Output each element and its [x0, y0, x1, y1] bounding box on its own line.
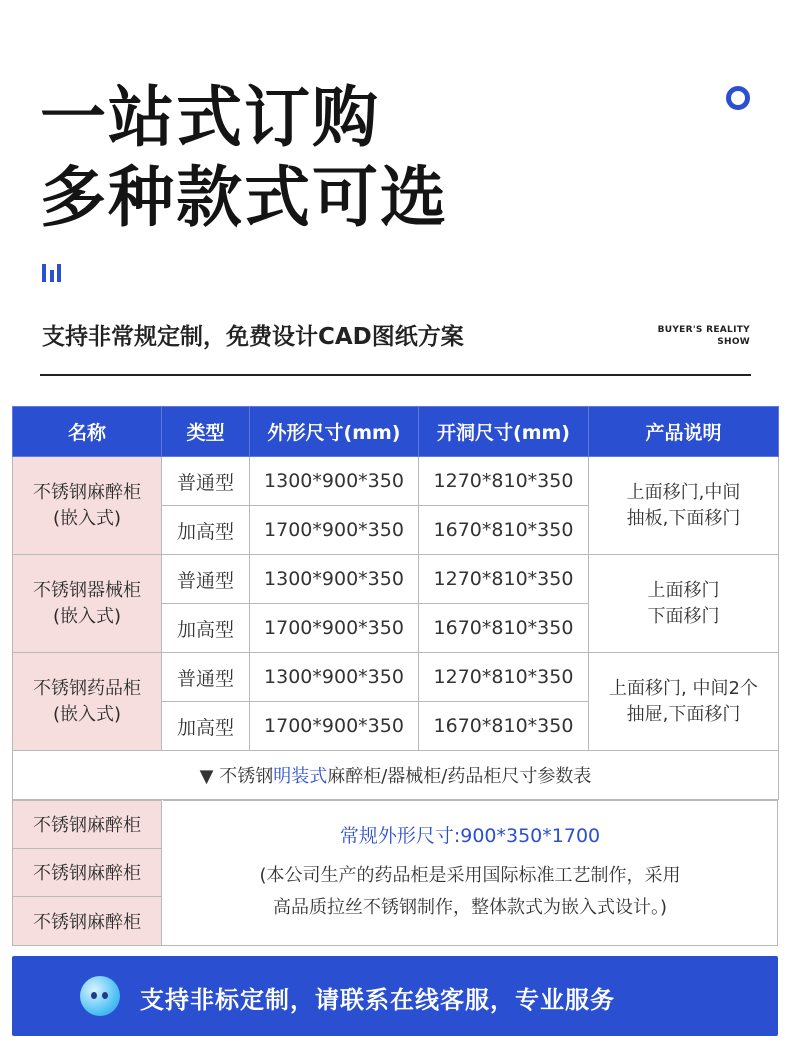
- header-description: 产品说明: [589, 407, 779, 457]
- surface-mount-section: [12, 800, 778, 946]
- table-row: [13, 653, 779, 702]
- ring-decoration-icon: [726, 86, 750, 110]
- type-cell: 普通型: [162, 555, 250, 604]
- header-outer-size: 外形尺寸(mm): [250, 407, 419, 457]
- description-line1: 上面移门: [647, 579, 720, 601]
- header-type: 类型: [162, 407, 250, 457]
- type-cell: 加高型: [162, 702, 250, 751]
- type-cell: 普通型: [162, 457, 250, 506]
- section-note: [13, 751, 779, 800]
- header-name: 名称: [13, 407, 162, 457]
- product-name: 不锈钢药品柜: [33, 677, 141, 699]
- outer-size-cell: 1700*900*350: [250, 506, 419, 555]
- surface-mount-names: [13, 800, 162, 946]
- product-name-cell: 不锈钢麻醉柜: [13, 849, 162, 898]
- hero-title: [40, 78, 448, 238]
- customer-service-mascot-icon: [80, 976, 120, 1016]
- company-description: [163, 860, 777, 924]
- description-cell: [589, 653, 779, 751]
- product-mount: (嵌入式): [52, 703, 122, 725]
- buyer-line2: SHOW: [717, 337, 750, 347]
- divider: [40, 374, 751, 376]
- description-line1: 上面移门,中间: [626, 481, 741, 503]
- subtitle: 支持非常规定制，免费设计CAD图纸方案: [42, 324, 464, 350]
- hole-size-cell: 1270*810*350: [419, 457, 589, 506]
- outer-size-cell: 1700*900*350: [250, 604, 419, 653]
- description-line2: 下面移门: [647, 605, 720, 627]
- description-cell: [589, 555, 779, 653]
- description-line2: 抽板,下面移门: [626, 507, 741, 529]
- header-hole-size: 开洞尺寸(mm): [419, 407, 589, 457]
- product-name-cell: 不锈钢麻醉柜: [13, 800, 162, 849]
- product-mount: (嵌入式): [52, 507, 122, 529]
- outer-size-cell: 1300*900*350: [250, 555, 419, 604]
- product-name-cell: 不锈钢麻醉柜: [13, 897, 162, 946]
- hole-size-cell: 1670*810*350: [419, 604, 589, 653]
- hole-size-cell: 1670*810*350: [419, 506, 589, 555]
- buyer-line1: BUYER'S REALITY: [657, 325, 750, 335]
- bars-decoration-icon: [42, 264, 62, 282]
- company-description-line2: 高品质拉丝不锈钢制作，整体款式为嵌入式设计。): [272, 897, 668, 918]
- description-line2: 抽屉,下面移门: [626, 703, 741, 725]
- type-cell: 加高型: [162, 506, 250, 555]
- type-cell: 加高型: [162, 604, 250, 653]
- section-note-row: [13, 751, 779, 800]
- hero-title-line2: 多种款式可选: [40, 159, 448, 236]
- product-name-cell: [13, 457, 162, 555]
- description-line1: 上面移门, 中间2个: [609, 677, 758, 699]
- product-name-cell: [13, 555, 162, 653]
- spec-table: [12, 406, 779, 800]
- hole-size-cell: 1270*810*350: [419, 653, 589, 702]
- outer-size-cell: 1300*900*350: [250, 457, 419, 506]
- product-name-cell: [13, 653, 162, 751]
- table-row: [13, 457, 779, 506]
- standard-size: 常规外形尺寸:900*350*1700: [339, 825, 601, 847]
- surface-mount-info: [163, 800, 777, 946]
- table-row: [13, 555, 779, 604]
- product-name: 不锈钢器械柜: [33, 579, 141, 601]
- buyers-reality-show-label: [658, 324, 750, 348]
- product-name: 不锈钢麻醉柜: [33, 481, 141, 503]
- company-description-line1: (本公司生产的药品柜是采用国际标准工艺制作，采用: [259, 865, 681, 886]
- outer-size-cell: 1300*900*350: [250, 653, 419, 702]
- table-header-row: [13, 407, 779, 457]
- section-note-prefix: ▼ 不锈钢: [199, 766, 274, 787]
- banner-text: 支持非标定制，请联系在线客服，专业服务: [140, 986, 615, 1014]
- hole-size-cell: 1670*810*350: [419, 702, 589, 751]
- section-note-highlight: 明装式: [273, 766, 328, 787]
- custom-service-banner[interactable]: [12, 956, 778, 1036]
- hole-size-cell: 1270*810*350: [419, 555, 589, 604]
- hero-title-line1: 一站式订购: [40, 79, 380, 156]
- section-note-suffix: 麻醉柜/器械柜/药品柜尺寸参数表: [327, 766, 592, 787]
- outer-size-cell: 1700*900*350: [250, 702, 419, 751]
- type-cell: 普通型: [162, 653, 250, 702]
- product-mount: (嵌入式): [52, 605, 122, 627]
- description-cell: [589, 457, 779, 555]
